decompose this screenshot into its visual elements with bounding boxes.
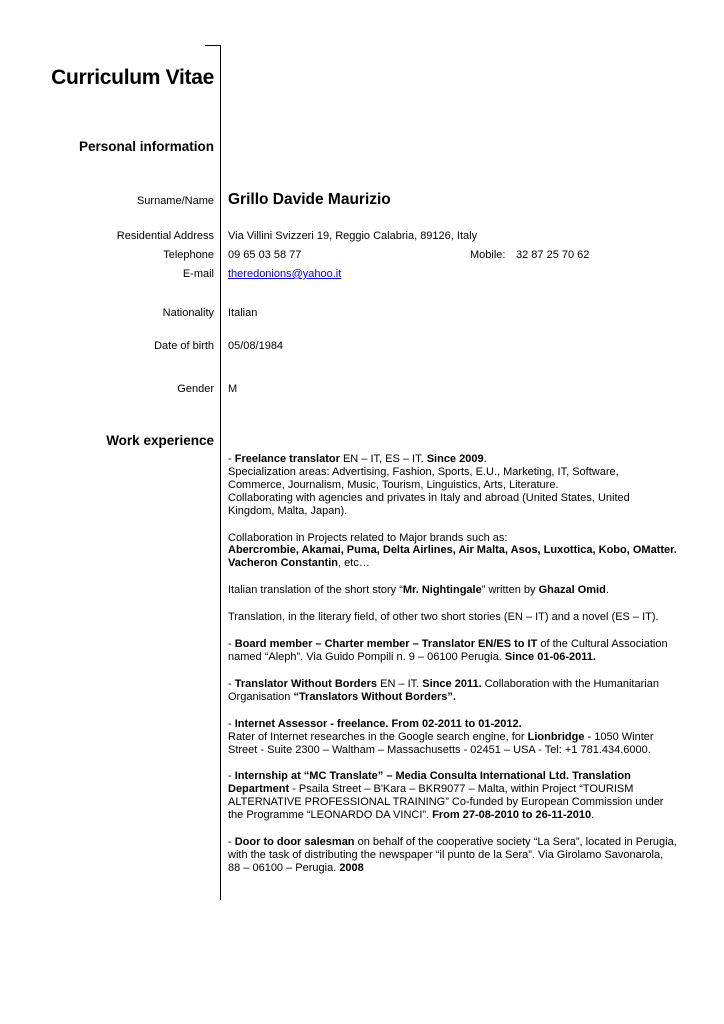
label-date-of-birth: Date of birth <box>154 340 214 352</box>
label-telephone: Telephone <box>163 249 214 261</box>
work-item-board-member: - Board member – Charter member – Translator EN/ES to IT of the Cultural Association named “Aleph”. Via Guido Pompili n. 9 – 06100 Perugia. Since 01-06-2011. <box>228 638 668 663</box>
work-experience-list <box>228 453 678 889</box>
label-residential-address: Residential Address <box>116 230 214 242</box>
work-item-short-story-translation: Italian translation of the short story “Mr. Nightingale” written by Ghazal Omid. <box>228 584 609 597</box>
telephone-value: 09 65 03 58 77 <box>228 249 302 261</box>
work-item-translators-without-borders: - Translator Without Borders EN – IT. Since 2011. Collaboration with the Humanitarian Organisation “Translators Without Borders”. <box>228 677 659 703</box>
work-item-door-to-door-salesman: - Door to door salesman on behalf of the cooperative society “La Sera”, located in Perugia, with the task of distributing the newspaper “il punto de la Sera”. Via Girolamo Savonarola, 88 – 06100 – Perugia. 2008 <box>228 836 677 874</box>
work-item-internet-assessor: - Internet Assessor - freelance. From 02-2011 to 01-2012. Rater of Internet researches in the Google search engine, for Lionbridge - 1050 Winter Street - Suite 2300 – Waltham – Massachusetts - 02451 – USA - Tel: +1 781.434.6000. <box>228 717 654 756</box>
vertical-divider <box>220 45 221 900</box>
work-item-brand-projects: Collaboration in Projects related to Major brands such as: Abercrombie, Akamai, Puma, Delta Airlines, Air Malta, Asos, Luxottica, Kobo, OMatter. Vacheron Constantin, etc… <box>228 531 677 570</box>
section-work-experience: Work experience <box>106 433 214 448</box>
label-mobile: Mobile: <box>470 249 506 261</box>
full-name: Grillo Davide Maurizio <box>228 191 391 208</box>
gender-value: M <box>228 383 238 395</box>
divider-top-tick <box>205 45 221 46</box>
date-of-birth-value: 05/08/1984 <box>228 340 284 352</box>
section-personal-information: Personal information <box>78 139 214 154</box>
mobile-value: 32 87 25 70 62 <box>516 249 590 261</box>
label-gender: Gender <box>177 383 214 395</box>
work-item-freelance-translator: - Freelance translator EN – IT, ES – IT. Since 2009. Specialization areas: Advertising, Fashion, Sports, E.U., Marketing, IT, Software, Commerce, Journalism, Music, Tourism, Linguistics, Arts, Literature. Collaborating with agencies and privates in Italy and abroad (United States, United Kingdom, Malta, Japan). <box>228 453 630 517</box>
work-item-internship-mc-translate: - Internship at “MC Translate” – Media Consulta International Ltd. Translation Department - Psaila Street – B'Kara – BKR9077 – Malta, within Project “TOURISM ALTERNATIVE PROFESSIONAL TRAINING” Co-funded by European Commission under the Programme “LEONARDO DA VINCI”. From 27-08-2010 to 26-11-2010. <box>228 770 664 822</box>
label-nationality: Nationality <box>162 307 214 319</box>
email-link[interactable]: theredonions@yahoo.it <box>228 268 342 280</box>
nationality-value: Italian <box>228 307 258 319</box>
label-surname-name: Surname/Name <box>136 195 214 207</box>
work-item-literary-translation: Translation, in the literary field, of other two short stories (EN – IT) and a novel (ES – IT). <box>228 611 659 624</box>
label-email: E-mail <box>182 268 214 280</box>
page-title: Curriculum Vitae <box>51 66 214 89</box>
residential-address: Via Villini Svizzeri 19, Reggio Calabria, 89126, Italy <box>228 230 478 242</box>
